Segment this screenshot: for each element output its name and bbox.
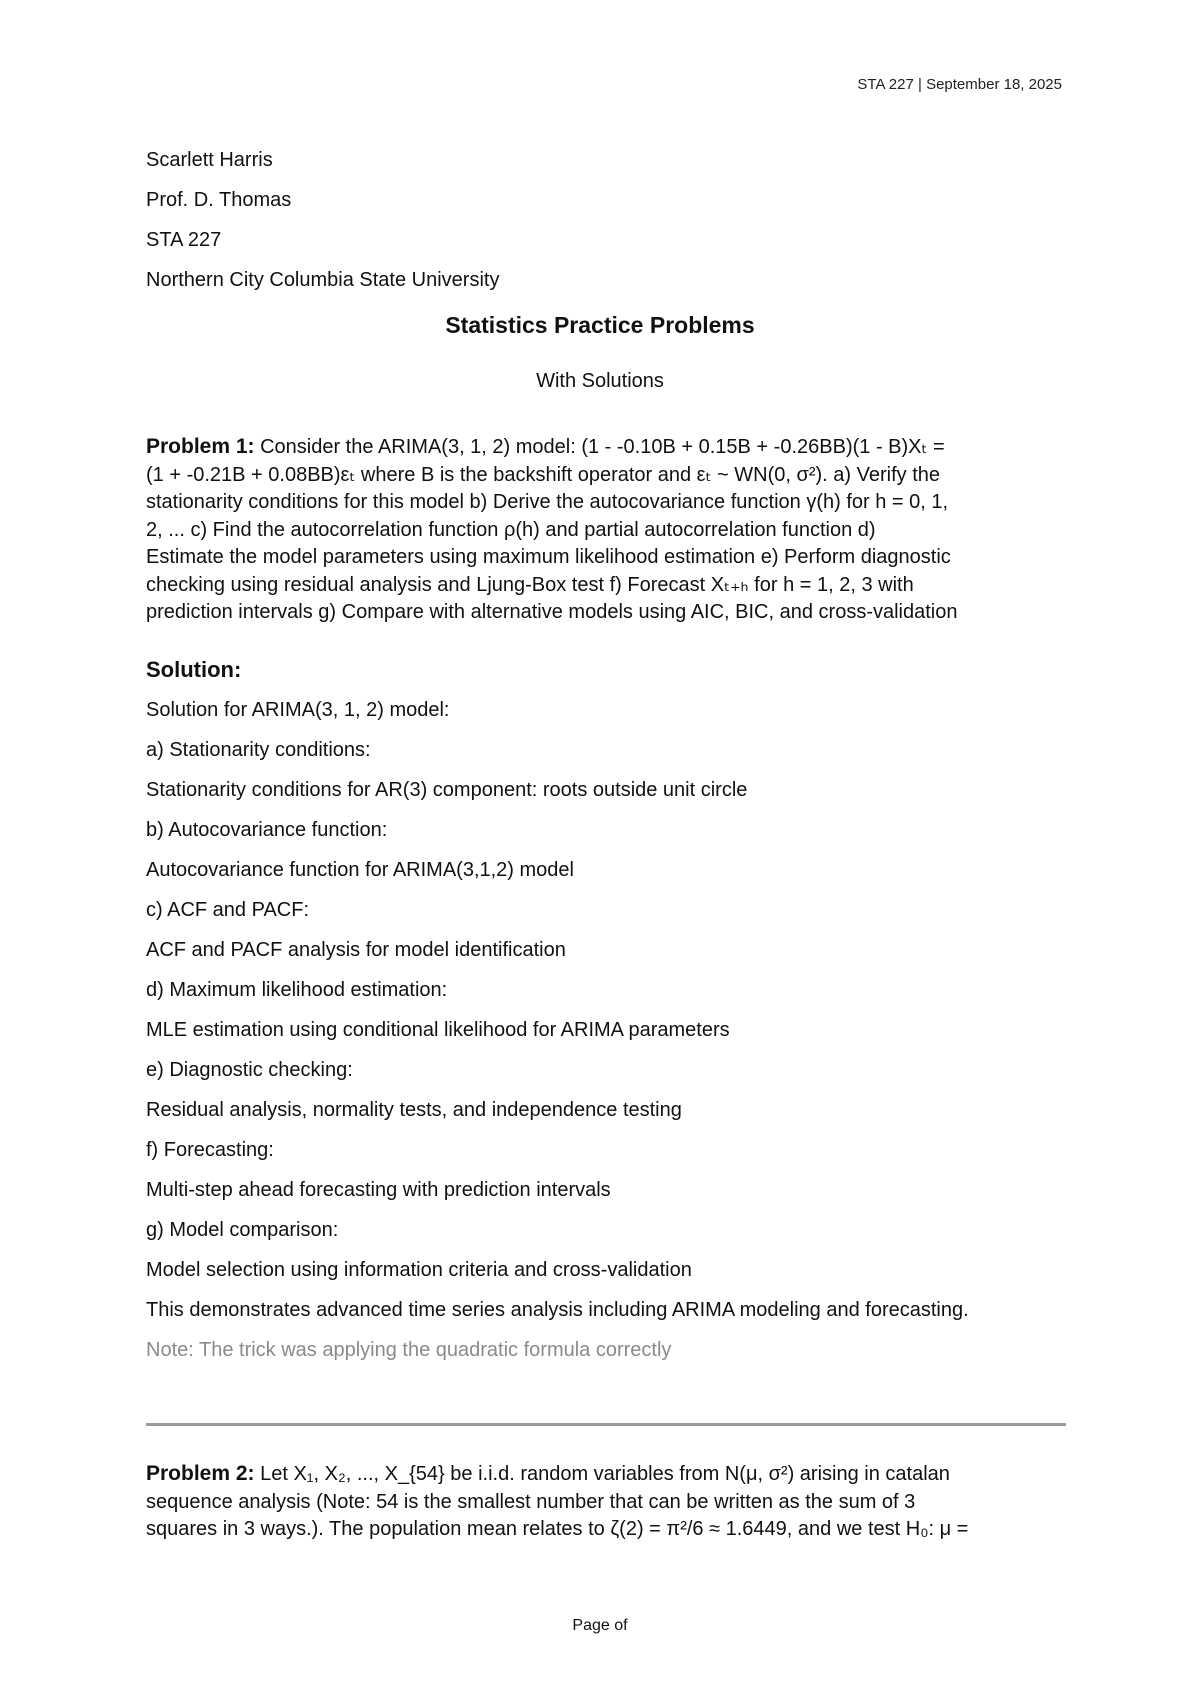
university-name: Northern City Columbia State University xyxy=(146,269,500,291)
problem-1-label: Problem 1: xyxy=(146,435,255,458)
solution-note: Note: The trick was applying the quadratic formula correctly xyxy=(146,1339,672,1361)
solution-line: b) Autocovariance function: xyxy=(146,819,388,841)
problem-1-line-1: Problem 1: Consider the ARIMA(3, 1, 2) model: (1 - -0.10B + 0.15B + -0.26BB)(1 - B)Xₜ = xyxy=(146,435,945,458)
problem-2 xyxy=(146,1460,1066,1544)
solution-section xyxy=(146,650,1066,1370)
solution-line: d) Maximum likelihood estimation: xyxy=(146,979,448,1001)
problem-1-line-3: stationarity conditions for this model b) Derive the autocovariance function γ(h) for h = 0, 1, xyxy=(146,491,949,513)
problem-2-line-3: squares in 3 ways.). The population mean relates to ζ(2) = π²/6 ≈ 1.6449, and we test H₀: μ = xyxy=(146,1518,969,1540)
solution-line: ACF and PACF analysis for model identification xyxy=(146,939,566,961)
professor-name: Prof. D. Thomas xyxy=(146,189,292,211)
author-info xyxy=(146,140,1066,300)
solution-line: Stationarity conditions for AR(3) component: roots outside unit circle xyxy=(146,779,748,801)
document-title: Statistics Practice Problems xyxy=(445,312,755,338)
document-subtitle: With Solutions xyxy=(536,370,664,392)
solution-line: a) Stationarity conditions: xyxy=(146,739,371,761)
student-name: Scarlett Harris xyxy=(146,149,273,171)
solution-line: Residual analysis, normality tests, and independence testing xyxy=(146,1099,682,1121)
problem-1 xyxy=(146,433,1066,627)
solution-line: Model selection using information criteria and cross-validation xyxy=(146,1259,692,1281)
solution-line: Solution for ARIMA(3, 1, 2) model: xyxy=(146,699,450,721)
problem-2-line-2: sequence analysis (Note: 54 is the smallest number that can be written as the sum of 3 xyxy=(146,1490,916,1513)
solution-heading: Solution: xyxy=(146,657,242,682)
problem-1-line-4: 2, ... c) Find the autocorrelation function ρ(h) and partial autocorrelation function d) xyxy=(146,518,876,541)
solution-line: f) Forecasting: xyxy=(146,1139,274,1161)
problem-2-line-1: Problem 2: Let X₁, X₂, ..., X_{54} be i.i.d. random variables from N(μ, σ²) arising in catalan xyxy=(146,1462,950,1485)
problem-2-label: Problem 2: xyxy=(146,1462,255,1485)
header-course-date: STA 227 | September 18, 2025 xyxy=(857,76,1062,93)
course-code: STA 227 xyxy=(146,229,222,251)
problem-1-line-6: checking using residual analysis and Ljung-Box test f) Forecast Xₜ₊ₕ for h = 1, 2, 3 with xyxy=(146,573,914,596)
problem-1-line-5: Estimate the model parameters using maximum likelihood estimation e) Perform diagnostic xyxy=(146,546,951,568)
solution-line: Autocovariance function for ARIMA(3,1,2) model xyxy=(146,859,574,881)
problem-1-line-7: prediction intervals g) Compare with alternative models using AIC, BIC, and cross-validation xyxy=(146,601,958,623)
section-divider xyxy=(146,1423,1066,1426)
page-footer: Page of xyxy=(572,1617,628,1634)
solution-line: Multi-step ahead forecasting with prediction intervals xyxy=(146,1179,611,1201)
solution-line: MLE estimation using conditional likelihood for ARIMA parameters xyxy=(146,1019,730,1041)
solution-summary: This demonstrates advanced time series analysis including ARIMA modeling and forecasting. xyxy=(146,1299,969,1321)
problem-1-line-2: (1 + -0.21B + 0.08BB)εₜ where B is the backshift operator and εₜ ~ WN(0, σ²). a) Verify the xyxy=(146,463,940,486)
solution-line: c) ACF and PACF: xyxy=(146,899,310,921)
solution-steps xyxy=(146,690,1066,1290)
solution-line: e) Diagnostic checking: xyxy=(146,1059,353,1081)
solution-line: g) Model comparison: xyxy=(146,1219,339,1241)
